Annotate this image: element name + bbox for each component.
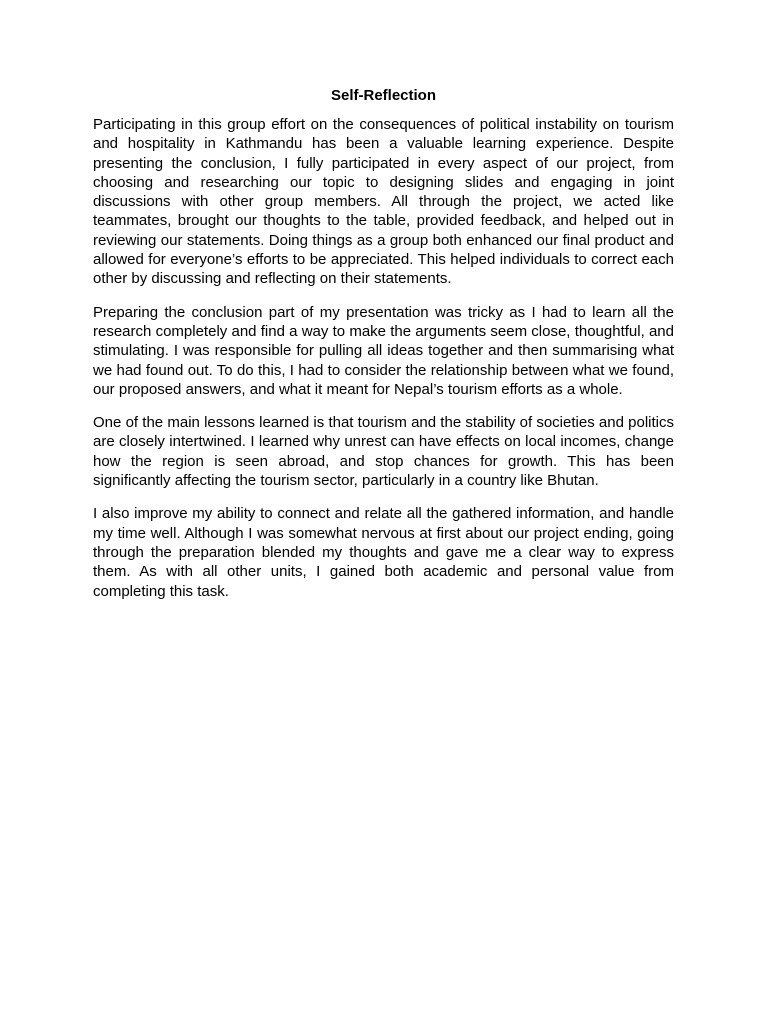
paragraph-4: I also improve my ability to connect and relate all the gathered information, and handle my time well. Although I was somewhat nervous at first about our project ending, going through the preparation blended my thoughts and gave me a clear way to express them. As with all other units, I gained both academic and personal value from completing this task. (93, 505, 674, 600)
paragraph-3: One of the main lessons learned is that tourism and the stability of societies and politics are closely intertwined. I learned why unrest can have effects on local incomes, change how the region is seen abroad, and stop chances for growth. This has been significantly affecting the tourism sector, particularly in a country like Bhutan. (93, 414, 674, 490)
paragraph-1: Participating in this group effort on the consequences of political instability on tourism and hospitality in Kathmandu has been a valuable learning experience. Despite presenting the conclusion, I fully participated in every aspect of our project, from choosing and researching our topic to designing slides and engaging in joint discussions with other group members. All through the project, we acted like teammates, brought our thoughts to the table, provided feedback, and helped out in reviewing our statements. Doing things as a group both enhanced our final product and allowed for everyone’s efforts to be appreciated. This helped individuals to correct each other by discussing and reflecting on their statements. (93, 116, 674, 288)
document-title: Self-Reflection (330, 87, 436, 104)
document-page (93, 86, 674, 615)
paragraph-2: Preparing the conclusion part of my presentation was tricky as I had to learn all the research completely and find a way to make the arguments seem close, thoughtful, and stimulating. I was responsible for pulling all ideas together and then summarising what we had found out. To do this, I had to consider the relationship between what we found, our proposed answers, and what it meant for Nepal’s tourism efforts as a whole. (93, 303, 674, 398)
